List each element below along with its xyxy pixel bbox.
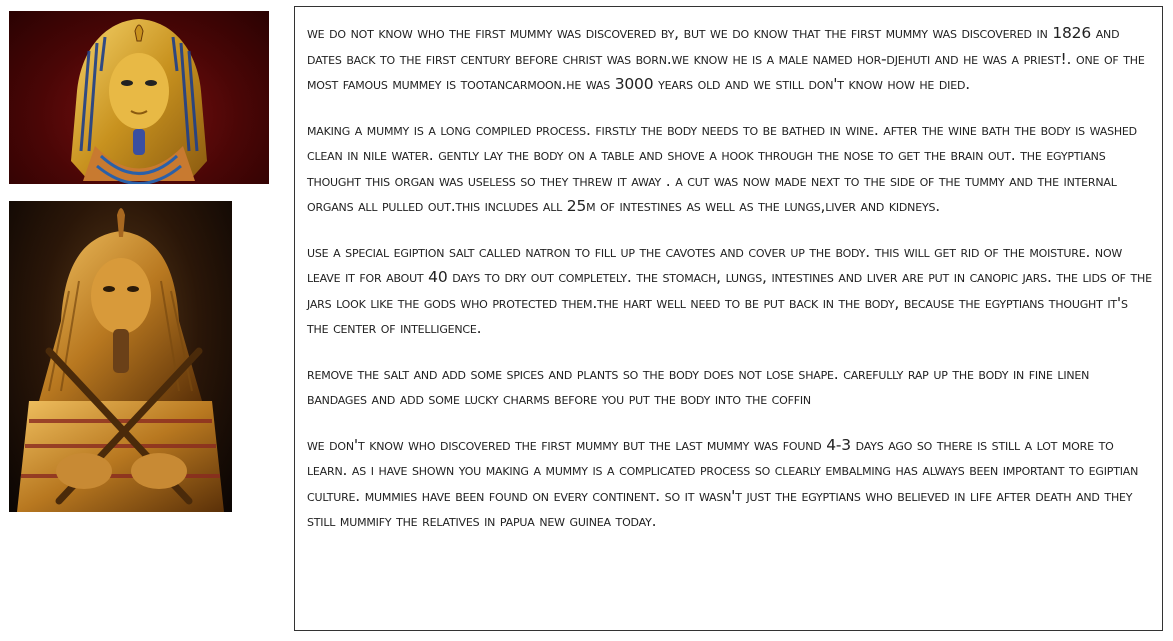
paragraph-first-mummy: we do not know who the first mummy was discovered by, but we do know that the first mummy was discovered in 1826 and dates back to the first century before christ was born.we know he is a male named hor-djehuti and he was a priest!. one of the most famous mummey is tootancarmoon.he was 3000 years old and we still don't know how he died. bbox=[307, 24, 1145, 93]
paragraph-conclusion: we don't know who discovered the first mummy but the last mummy was found 4-3 days ago so there is still a lot more to learn. as i have shown you making a mummy is a complicated process so clearly embalming has always been important to egiptian culture. mummies have been found on every continent. so it wasn't just the egyptians who believed in life after death and they still mummify the relatives in papua new guinea today. bbox=[307, 435, 1139, 530]
golden-mask-image bbox=[9, 11, 269, 184]
paragraph-making-mummy: making a mummy is a long compiled process. firstly the body needs to be bathed in wine. after the wine bath the body is washed clean in nile water. gently lay the body on a table and shove a hook through the nose to get the brain out. the egyptians thought this organ was useless so they threw it away . a cut was now made next to the side of the tummy and the internal organs all pulled out.this includes all 25m of intestines as well as the lungs,liver and kidneys. bbox=[307, 120, 1137, 215]
sarcophagus-image bbox=[9, 201, 232, 512]
document-text-box bbox=[294, 6, 1163, 631]
paragraph-natron-salt: use a special egiption salt called natron to fill up the cavotes and cover up the body. this will get rid of the moisture. now leave it for about 40 days to dry out completely. the stomach, lungs, intestines and liver are put in canopic jars. the lids of the jars look like the gods who protected them.the hart well need to be put back in the body, because the egyptians thought it's the center of intelligence. bbox=[307, 242, 1152, 337]
paragraph-linen-bandages: remove the salt and add some spices and plants so the body does not lose shape. carefully rap up the body in fine linen bandages and add some lucky charms before you put the body into the coffin bbox=[307, 364, 1090, 408]
